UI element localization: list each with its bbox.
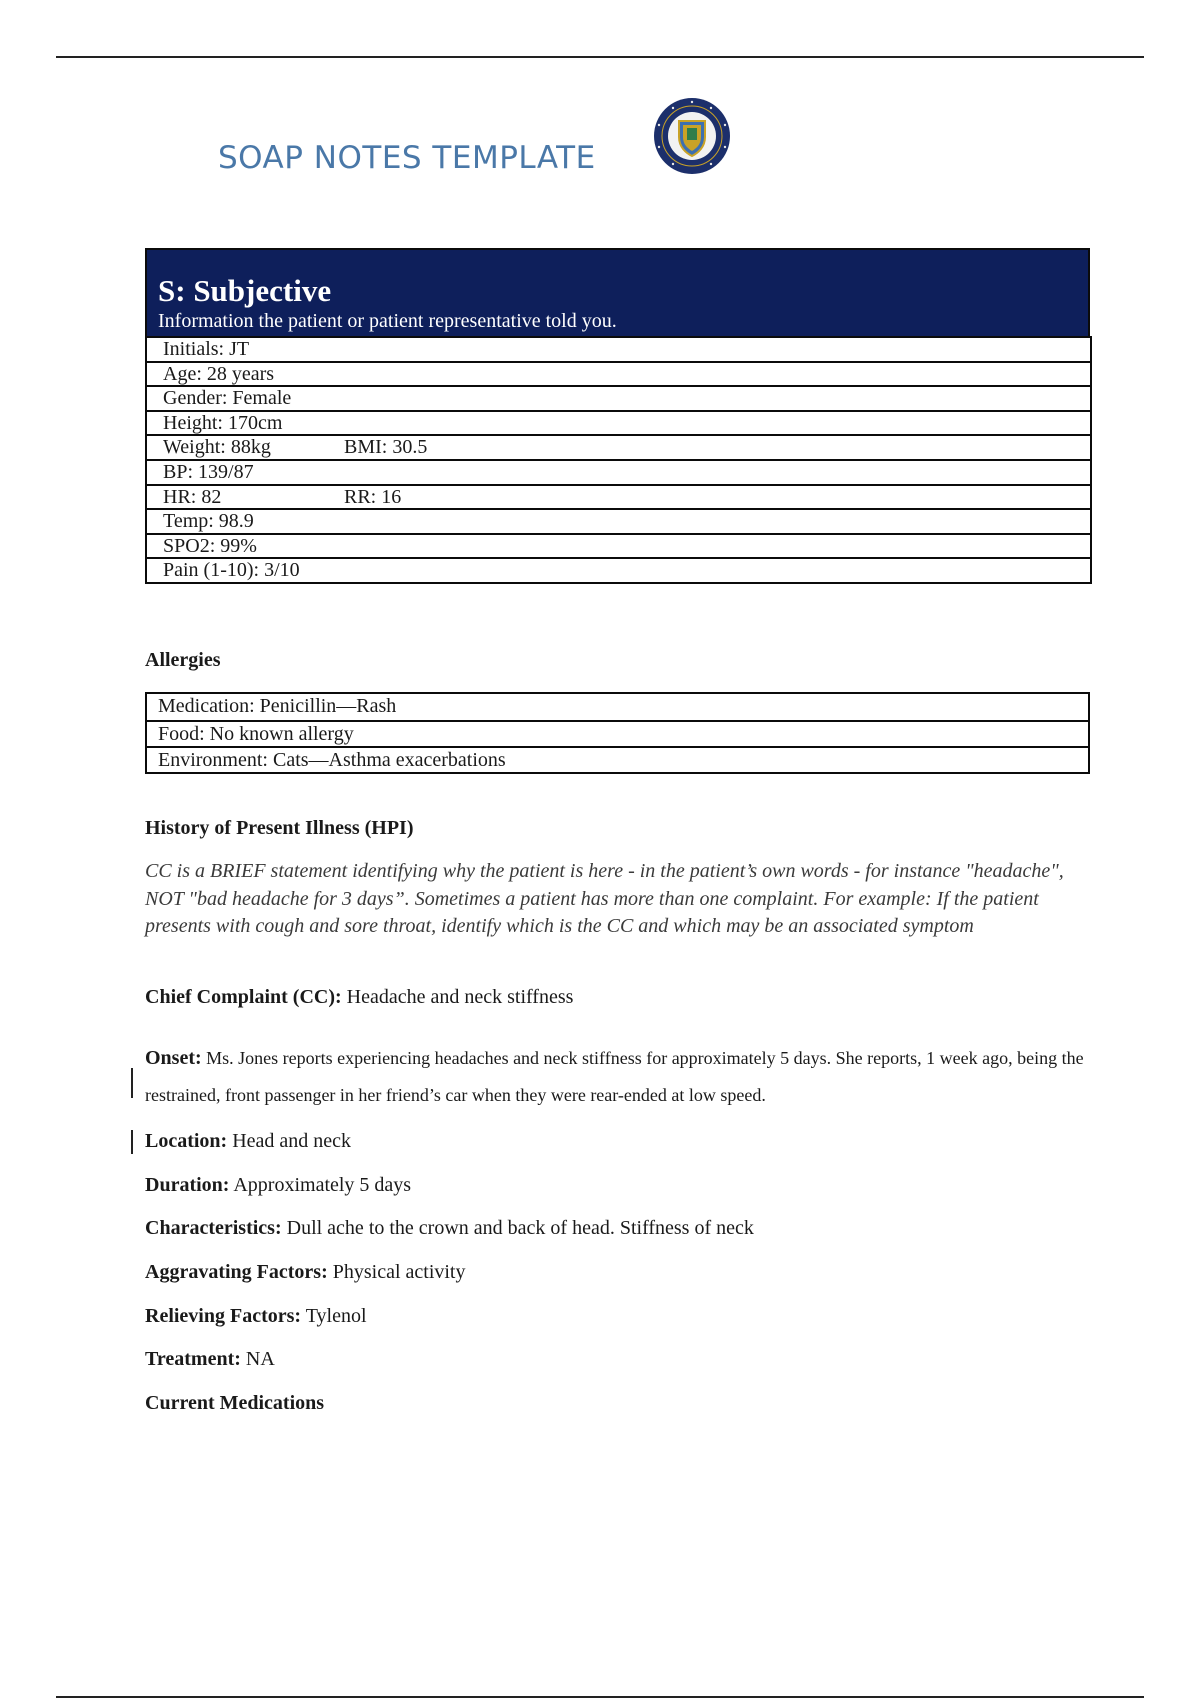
vitals-row <box>147 410 1090 435</box>
text-cursor <box>131 1130 133 1154</box>
pain-cell: Pain (1-10): 3/10 <box>163 559 300 582</box>
aggravating-factors-value: Physical activity <box>327 1261 466 1283</box>
vitals-row <box>147 336 1090 361</box>
hpi-heading: History of Present Illness (HPI) <box>145 817 414 839</box>
vitals-row <box>147 484 1090 509</box>
duration-label: Duration: <box>145 1174 230 1196</box>
subjective-header <box>145 248 1090 336</box>
onset-line <box>145 1040 1090 1114</box>
vitals-table <box>145 336 1092 584</box>
vitals-row <box>147 508 1090 533</box>
age-cell: Age: 28 years <box>163 362 275 385</box>
location-value: Head and neck <box>227 1130 352 1152</box>
height-cell: Height: 170cm <box>163 411 283 434</box>
subjective-heading: S: Subjective <box>158 273 332 308</box>
location-label: Location: <box>145 1130 228 1152</box>
treatment-value: NA <box>240 1348 275 1370</box>
relieving-factors-value: Tylenol <box>301 1305 367 1327</box>
vitals-row <box>147 385 1090 410</box>
characteristics-line <box>145 1217 1090 1240</box>
characteristics-label: Characteristics: <box>145 1217 282 1239</box>
allergy-medication-row: Medication: Penicillin—Rash <box>158 695 397 717</box>
weight-cell: Weight: 88kg <box>163 436 271 459</box>
chief-complaint-value: Headache and neck stiffness <box>341 986 574 1008</box>
relieving-factors-label: Relieving Factors: <box>145 1305 302 1327</box>
treatment-line <box>145 1348 1090 1371</box>
vitals-row <box>147 361 1090 386</box>
duration-line <box>145 1174 1090 1197</box>
onset-value: Ms. Jones reports experiencing headaches and neck stiffness for approximately 5 days. She reports, 1 week ago, being the restrained, front passenger in her friend’s car when they were rear-ended at low speed. <box>145 1048 1084 1105</box>
text-cursor <box>131 1068 133 1098</box>
subjective-subheading: Information the patient or patient representative told you. <box>158 310 617 332</box>
duration-value: Approximately 5 days <box>229 1174 412 1196</box>
allergies-heading: Allergies <box>145 649 221 671</box>
treatment-label: Treatment: <box>145 1348 241 1370</box>
vitals-row <box>147 459 1090 484</box>
top-rule <box>56 56 1144 58</box>
vitals-row <box>147 434 1090 459</box>
university-seal-logo <box>653 97 731 175</box>
allergy-food-row: Food: No known allergy <box>147 720 1088 746</box>
chief-complaint-label: Chief Complaint (CC): <box>145 986 342 1008</box>
bottom-rule <box>56 1696 1144 1698</box>
hr-cell: HR: 82 <box>163 485 222 508</box>
allergies-table <box>145 692 1090 774</box>
aggravating-factors-line <box>145 1261 1090 1284</box>
relieving-factors-line <box>145 1305 1090 1328</box>
temp-cell: Temp: 98.9 <box>163 510 254 533</box>
subjective-section <box>145 248 1090 584</box>
bmi-cell: BMI: 30.5 <box>344 436 428 459</box>
rr-cell: RR: 16 <box>344 485 402 508</box>
bp-cell: BP: 139/87 <box>163 460 254 483</box>
allergy-environment-row: Environment: Cats—Asthma exacerbations <box>147 746 1088 772</box>
current-medications-heading: Current Medications <box>145 1392 325 1414</box>
gender-cell: Gender: Female <box>163 387 292 410</box>
location-line <box>145 1130 1090 1153</box>
page-title: SOAP NOTES TEMPLATE <box>218 140 596 176</box>
onset-label: Onset: <box>145 1047 202 1069</box>
hpi-instructions: CC is a BRIEF statement identifying why the patient is here - in the patient’s own words - for instance "headache", NOT "bad headache for 3 days”. Sometimes a patient has more than one complaint. For example: If the patient presents with cough and sore throat, identify which is the CC and which may be an associated symptom <box>145 860 1064 937</box>
spo2-cell: SPO2: 99% <box>163 534 257 557</box>
vitals-row <box>147 557 1090 582</box>
chief-complaint-line <box>145 986 1090 1009</box>
characteristics-value: Dull ache to the crown and back of head. Stiffness of neck <box>281 1217 754 1239</box>
vitals-row <box>147 533 1090 558</box>
aggravating-factors-label: Aggravating Factors: <box>145 1261 328 1283</box>
initials-cell: Initials: JT <box>163 338 250 360</box>
